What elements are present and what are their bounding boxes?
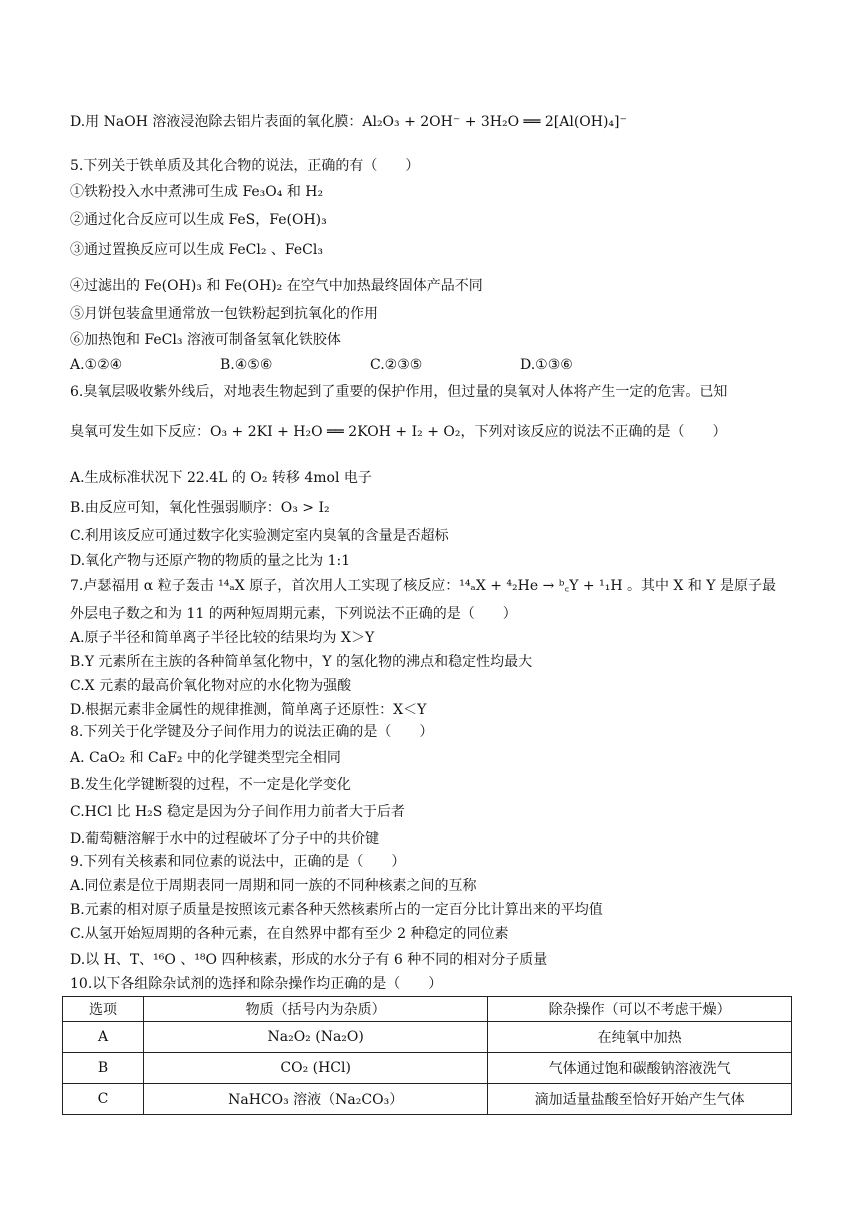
q7-stem-line2: 外层电子数之和为 11 的两种短周期元素，下列说法不正确的是（ ） (70, 606, 517, 622)
q5-stem: 5.下列关于铁单质及其化合物的说法，正确的有（ ） (70, 158, 420, 174)
q10-stem: 10.以下各组除杂试剂的选择和除杂操作均正确的是（ ） (70, 976, 443, 992)
row-c-operation: 滴加适量盐酸至恰好开始产生气体 (488, 1084, 792, 1115)
table-row (63, 1022, 792, 1053)
q5-option-a: A.①②④ (70, 357, 123, 373)
q5-item-4: ④过滤出的 Fe(OH)₃ 和 Fe(OH)₂ 在空气中加热最终固体产品不同 (70, 278, 483, 294)
row-b-substance: CO₂ (HCl) (144, 1053, 488, 1084)
q6-option-d: D.氧化产物与还原产物的物质的量之比为 1:1 (70, 553, 351, 569)
q9-stem: 9.下列有关核素和同位素的说法中，正确的是（ ） (70, 854, 406, 870)
row-c-option: C (63, 1084, 144, 1115)
q9-option-d: D.以 H、T、¹⁶O 、¹⁸O 四种核素，形成的水分子有 6 种不同的相对分子质量 (70, 952, 548, 968)
q5-option-c: C.②③⑤ (370, 357, 423, 373)
q7-option-a: A.原子半径和简单离子半径比较的结果均为 X＞Y (70, 630, 375, 646)
q7-stem-line1: 7.卢瑟福用 α 粒子轰击 ¹⁴ₐX 原子，首次用人工实现了核反应：¹⁴ₐX + ⁴₂He → ᵇ꜀Y + ¹₁H 。其中 X 和 Y 是原子最 (70, 578, 776, 594)
q5-option-d: D.①③⑥ (520, 357, 573, 373)
table-row (63, 1053, 792, 1084)
row-b-operation: 气体通过饱和碳酸钠溶液洗气 (488, 1053, 792, 1084)
q9-option-c: C.从氢开始短周期的各种元素，在自然界中都有至少 2 种稳定的同位素 (70, 926, 509, 942)
q6-option-c: C.利用该反应可通过数字化实验测定室内臭氧的含量是否超标 (70, 528, 449, 544)
header-option: 选项 (63, 997, 144, 1022)
q6-stem-line1: 6.臭氧层吸收紫外线后，对地表生物起到了重要的保护作用，但过量的臭氧对人体将产生一定的危害。已知 (70, 384, 728, 400)
q5-item-2: ②通过化合反应可以生成 FeS，Fe(OH)₃ (70, 212, 327, 228)
header-substance: 物质（括号内为杂质） (144, 997, 488, 1022)
q6-option-a: A.生成标准状况下 22.4L 的 O₂ 转移 4mol 电子 (70, 470, 372, 486)
q5-item-5: ⑤月饼包装盒里通常放一包铁粉起到抗氧化的作用 (70, 306, 378, 322)
q8-option-b: B.发生化学键断裂的过程，不一定是化学变化 (70, 777, 351, 793)
q5-item-3: ③通过置换反应可以生成 FeCl₂ 、FeCl₃ (70, 242, 323, 258)
row-a-operation: 在纯氧中加热 (488, 1022, 792, 1053)
q5-item-6: ⑥加热饱和 FeCl₃ 溶液可制备氢氧化铁胶体 (70, 332, 341, 348)
row-c-substance: NaHCO₃ 溶液（Na₂CO₃） (144, 1084, 488, 1115)
table-row (63, 1084, 792, 1115)
q5-options (70, 357, 790, 373)
q6-stem-line2: 臭氧可发生如下反应：O₃ + 2KI + H₂O ══ 2KOH + I₂ + O₂，下列对该反应的说法不正确的是（ ） (70, 424, 727, 440)
q7-option-c: C.X 元素的最高价氧化物对应的水化物为强酸 (70, 678, 352, 694)
q6-option-b: B.由反应可知，氧化性强弱顺序：O₃ > I₂ (70, 500, 330, 516)
q8-option-d: D.葡萄糖溶解于水中的过程破坏了分子中的共价键 (70, 831, 380, 847)
row-b-option: B (63, 1053, 144, 1084)
q4-option-d: D.用 NaOH 溶液浸泡除去铝片表面的氧化膜：Al₂O₃ + 2OH⁻ + 3H₂O ══ 2[Al(OH)₄]⁻ (70, 114, 627, 130)
q5-option-b: B.④⑤⑥ (220, 357, 273, 373)
q7-option-b: B.Y 元素所在主族的各种简单氢化物中，Y 的氢化物的沸点和稳定性均最大 (70, 654, 533, 670)
q7-option-d: D.根据元素非金属性的规律推测，简单离子还原性：X＜Y (70, 702, 427, 718)
row-a-substance: Na₂O₂ (Na₂O) (144, 1022, 488, 1053)
header-operation: 除杂操作（可以不考虑干燥） (488, 997, 792, 1022)
row-a-option: A (63, 1022, 144, 1053)
q8-option-a: A. CaO₂ 和 CaF₂ 中的化学键类型完全相同 (70, 750, 341, 766)
q9-option-b: B.元素的相对原子质量是按照该元素各种天然核素所占的一定百分比计算出来的平均值 (70, 902, 603, 918)
q10-table (62, 996, 792, 1115)
q5-item-1: ①铁粉投入水中煮沸可生成 Fe₃O₄ 和 H₂ (70, 184, 324, 200)
q8-stem: 8.下列关于化学键及分子间作用力的说法正确的是（ ） (70, 724, 434, 740)
q9-option-a: A.同位素是位于周期表同一周期和同一族的不同种核素之间的互称 (70, 878, 477, 894)
q8-option-c: C.HCl 比 H₂S 稳定是因为分子间作用力前者大于后者 (70, 804, 405, 820)
table-header-row (63, 997, 792, 1022)
